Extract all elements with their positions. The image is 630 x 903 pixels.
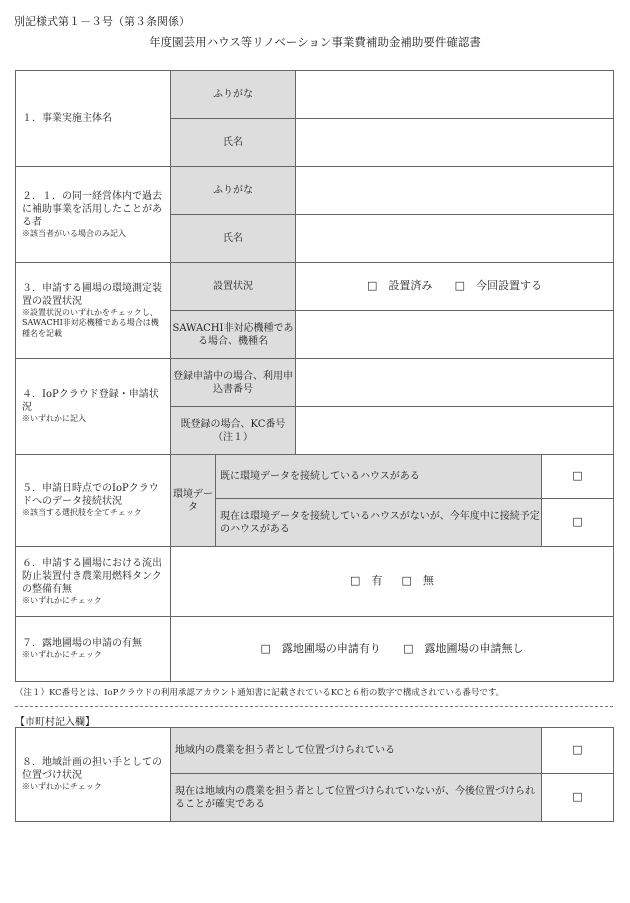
row2-name-label: 氏名 [171,215,296,263]
row4-registered-label: 既登録の場合、KC番号（注１） [171,407,296,455]
row5-option1: 既に環境データを接続しているハウスがある [216,455,542,499]
row8-check2[interactable]: □ [542,774,614,822]
dashed-divider [15,706,613,707]
row8-label: ８．地域計画の担い手としての位置づけ状況 ※いずれかにチェック [16,728,171,822]
row3-model-field[interactable] [296,311,614,359]
row3-label: ３．申請する圃場の環境測定装置の設置状況 ※設置状況のいずれかをチェックし、SAWACHI非対応機種である場合は機種名を記載 [16,263,171,359]
row3-status-label: 設置状況 [171,263,296,311]
fuel-tank-no-checkbox[interactable]: □ 無 [401,574,434,588]
row2-furigana-field[interactable] [296,167,614,215]
row2-label: ２．１．の同一経営体内で過去に補助事業を活用したことがある者 ※該当者がいる場合のみ記入 [16,167,171,263]
row7-note: ※いずれかにチェック [22,650,102,660]
row7-options [171,617,614,682]
row2-note: ※該当者がいる場合のみ記入 [22,228,126,238]
footnote: （注１）KC番号とは、IoPクラウドの利用承認アカウント通知書に記載されているKCと６桁の数字で構成されている番号です。 [15,688,505,698]
fuel-tank-yes-checkbox[interactable]: □ 有 [350,574,383,588]
row3-model-label: SAWACHI非対応機種である場合、機種名 [171,311,296,359]
row1-label: １．事業実施主体名 [16,71,171,167]
row5-note: ※該当する選択肢を全てチェック [22,508,142,518]
row5-env-label: 環境データ [171,455,216,547]
row2-furigana-label: ふりがな [171,167,296,215]
row4-applying-label: 登録申請中の場合、利用申込書番号 [171,359,296,407]
row1-name-label: 氏名 [171,119,296,167]
form-number: 別記様式第１－３号（第３条関係） [14,15,190,28]
row4-label: ４．IoPクラウド登録・申請状況 ※いずれかに記入 [16,359,171,455]
row8-option1: 地域内の農業を担う者として位置づけられている [171,728,542,774]
row5-label: ５．申請日時点でのIoPクラウドへのデータ接続状況 ※該当する選択肢を全てチェック [16,455,171,547]
row7-label: ７．露地圃場の申請の有無 ※いずれかにチェック [16,617,171,682]
row8-check1[interactable]: □ [542,728,614,774]
row8-option2: 現在は地域内の農業を担う者として位置づけられていないが、今後位置づけられることが確実である [171,774,542,822]
installed-checkbox[interactable]: □ 設置済み [366,279,433,293]
row5-option2: 現在は環境データを接続しているハウスがないが、今年度中に接続予定のハウスがある [216,499,542,547]
row6-options [171,547,614,617]
row4-note: ※いずれかに記入 [22,414,86,424]
row4-applying-field[interactable] [296,359,614,407]
row1-name-field[interactable] [296,119,614,167]
row8-note: ※いずれかにチェック [22,782,102,792]
document-title: 年度園芸用ハウス等リノベーション事業費補助金補助要件確認書 [149,35,481,49]
row3-status-options [296,263,614,311]
municipality-table [15,727,614,822]
requirements-table [15,70,614,682]
municipality-heading: 【市町村記入欄】 [15,717,95,728]
install-this-year-checkbox[interactable]: □ 今回設置する [454,279,543,293]
row3-note: ※設置状況のいずれかをチェックし、SAWACHI非対応機種である場合は機種名を記載 [22,307,159,338]
row6-label: ６．申請する圃場における流出防止装置付き農業用燃料タンクの整備有無 ※いずれかにチェック [16,547,171,617]
row5-check2[interactable]: □ [542,499,614,547]
row4-registered-field[interactable] [296,407,614,455]
row1-furigana-field[interactable] [296,71,614,119]
open-field-no-checkbox[interactable]: □ 露地圃場の申請無し [403,641,524,655]
row1-furigana-label: ふりがな [171,71,296,119]
row6-note: ※いずれかにチェック [22,595,102,605]
row5-check1[interactable]: □ [542,455,614,499]
open-field-yes-checkbox[interactable]: □ 露地圃場の申請有り [260,641,381,655]
row2-name-field[interactable] [296,215,614,263]
